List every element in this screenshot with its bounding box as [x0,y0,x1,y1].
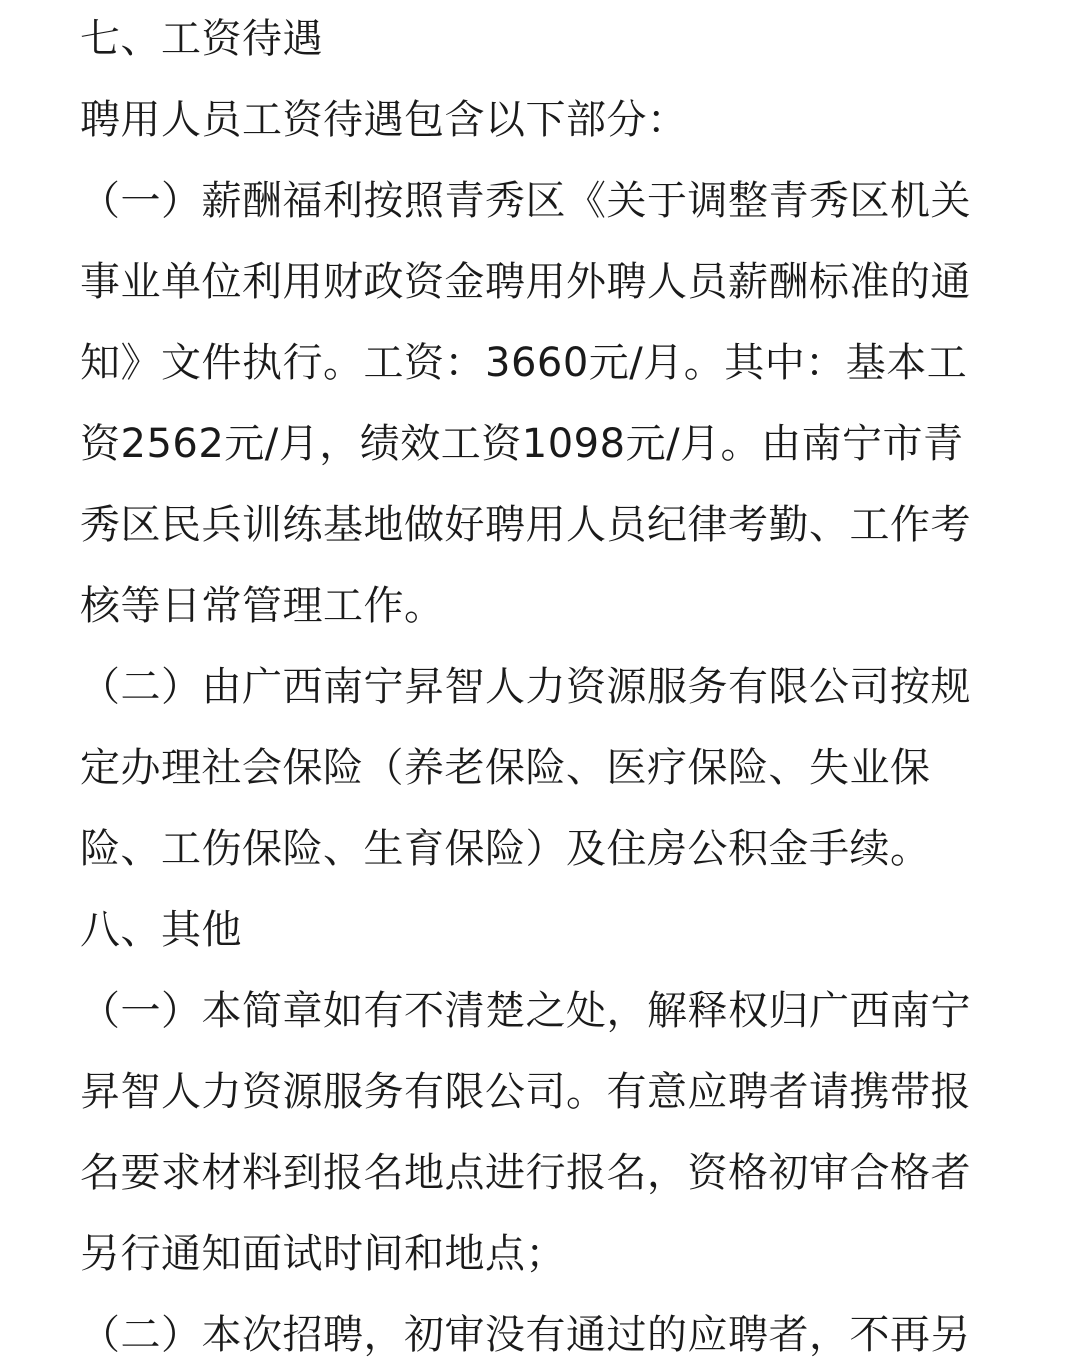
paragraph-line: （二）本次招聘，初审没有通过的应聘者，不再另 [80,1312,971,1358]
paragraph-line: 事业单位利用财政资金聘用外聘人员薪酬标准的通 [80,259,971,305]
section-heading-salary: 七、工资待遇 [80,16,323,62]
paragraph-line: 昇智人力资源服务有限公司。有意应聘者请携带报 [80,1069,971,1115]
paragraph-line: （二）由广西南宁昇智人力资源服务有限公司按规 [80,664,971,710]
paragraph-line: （一）本简章如有不清楚之处，解释权归广西南宁 [80,988,971,1034]
paragraph-line: 险、工伤保险、生育保险）及住房公积金手续。 [80,826,931,872]
paragraph-line: 另行通知面试时间和地点； [80,1231,566,1277]
paragraph-line: 秀区民兵训练基地做好聘用人员纪律考勤、工作考 [80,502,971,548]
paragraph-line: （一）薪酬福利按照青秀区《关于调整青秀区机关 [80,178,971,224]
paragraph-line: 聘用人员工资待遇包含以下部分： [80,97,688,143]
paragraph-line: 核等日常管理工作。 [80,583,445,629]
paragraph-line: 知》文件执行。工资：3660元/月。其中：基本工 [80,340,968,386]
paragraph-line: 定办理社会保险（养老保险、医疗保险、失业保 [80,745,931,791]
section-heading-other: 八、其他 [80,907,242,953]
paragraph-line: 名要求材料到报名地点进行报名，资格初审合格者 [80,1150,971,1196]
paragraph-line: 资2562元/月，绩效工资1098元/月。由南宁市青 [80,421,964,467]
